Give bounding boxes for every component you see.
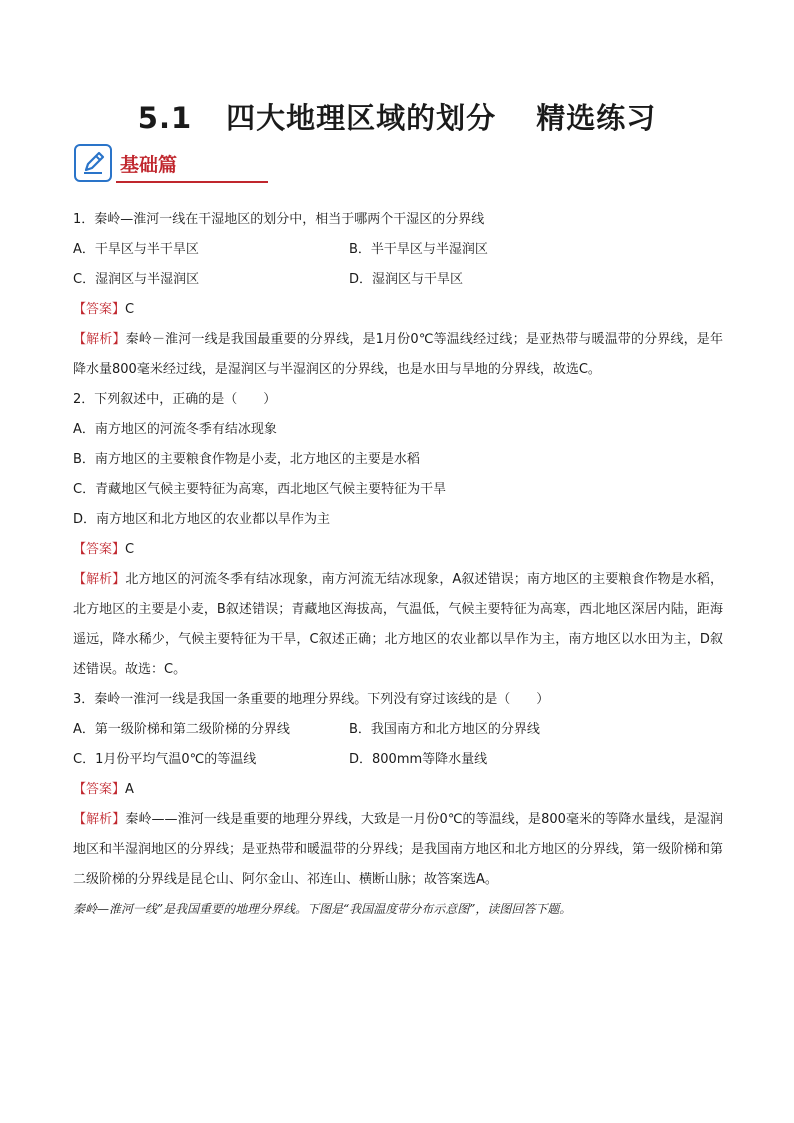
option-b: B．我国南方和北方地区的分界线 (349, 722, 540, 737)
answer-value: C (125, 542, 135, 557)
explanation (73, 805, 723, 895)
option-d: D．800mm等降水量线 (349, 752, 488, 767)
section-badge-label: 基础篇 (120, 154, 178, 176)
options-row (73, 235, 723, 265)
explanation (73, 565, 723, 685)
option-b: B．半干旱区与半湿润区 (349, 242, 488, 257)
option-c: C．1月份平均气温0℃的等温线 (73, 752, 257, 767)
page-title (0, 96, 794, 137)
answer-value: C (125, 302, 135, 317)
question-3 (73, 685, 723, 895)
answer-line (73, 295, 723, 325)
options-row (73, 745, 723, 775)
section-badge-underline (116, 181, 268, 183)
answer-value: A (125, 782, 134, 797)
option-a: A．干旱区与半干旱区 (73, 242, 199, 257)
option-a: A．南方地区的河流冬季有结冰现象 (73, 422, 277, 437)
question-2 (73, 385, 723, 685)
answer-label: 【答案】 (73, 782, 126, 797)
answer-label: 【答案】 (73, 542, 126, 557)
closing-note: 秦岭—淮河一线”是我国重要的地理分界线。下图是“我国温度带分布示意图”，读图回答下题。 (73, 902, 572, 916)
answer-line (73, 775, 723, 805)
option-c: C．湿润区与半湿润区 (73, 272, 200, 287)
question-stem: 2．下列叙述中，正确的是（ ） (73, 392, 277, 407)
explanation-label: 【解析】 (73, 812, 126, 827)
question-1 (73, 205, 723, 385)
title-number: 5.1 (137, 101, 193, 135)
explanation-text: 北方地区的河流冬季有结冰现象，南方河流无结冰现象，A叙述错误；南方地区的主要粮食作物是水稻，北方地区的主要是小麦，B叙述错误；青藏地区海拔高，气温低，气候主要特征为高寒，西北地区深居内陆，距海遥远，降水稀少，气候主要特征为干旱，C叙述正确；北方地区的农业都以旱作为主，南方地区以水田为主，D叙述错误。故选：C。 (73, 572, 723, 677)
explanation-label: 【解析】 (73, 332, 126, 347)
title-sub: 精选练习 (536, 101, 657, 135)
option-d: D．南方地区和北方地区的农业都以旱作为主 (73, 512, 331, 527)
explanation-label: 【解析】 (73, 572, 126, 587)
title-main: 四大地理区域的划分 (226, 101, 497, 135)
option-b: B．南方地区的主要粮食作物是小麦，北方地区的主要是水稻 (73, 452, 420, 467)
answer-label: 【答案】 (73, 302, 126, 317)
option-d: D．湿润区与干旱区 (349, 272, 464, 287)
options-row (73, 715, 723, 745)
questions-area (73, 205, 723, 923)
options-row (73, 265, 723, 295)
question-stem: 3．秦岭一淮河一线是我国一条重要的地理分界线。下列没有穿过该线的是（ ） (73, 692, 550, 707)
option-a: A．第一级阶梯和第二级阶梯的分界线 (73, 722, 290, 737)
option-c: C．青藏地区气候主要特征为高寒，西北地区气候主要特征为干旱 (73, 482, 447, 497)
answer-line (73, 535, 723, 565)
explanation (73, 325, 723, 385)
explanation-text: 秦岭——淮河一线是重要的地理分界线，大致是一月份0℃的等温线，是800毫米的等降水量线，是湿润地区和半湿润地区的分界线；是亚热带和暖温带的分界线；是我国南方地区和北方地区的分界线，第一级阶梯和第二级阶梯的分界线是昆仑山、阿尔金山、祁连山、横断山脉；故答案选A。 (73, 812, 724, 887)
question-stem: 1．秦岭—淮河一线在干湿地区的划分中，相当于哪两个干湿区的分界线 (73, 212, 485, 227)
edit-pencil-icon (74, 144, 112, 182)
explanation-text: 秦岭－淮河一线是我国最重要的分界线，是1月份0℃等温线经过线；是亚热带与暖温带的分界线，是年降水量800毫米经过线，是湿润区与半湿润区的分界线，也是水田与旱地的分界线，故选C。 (73, 332, 723, 377)
